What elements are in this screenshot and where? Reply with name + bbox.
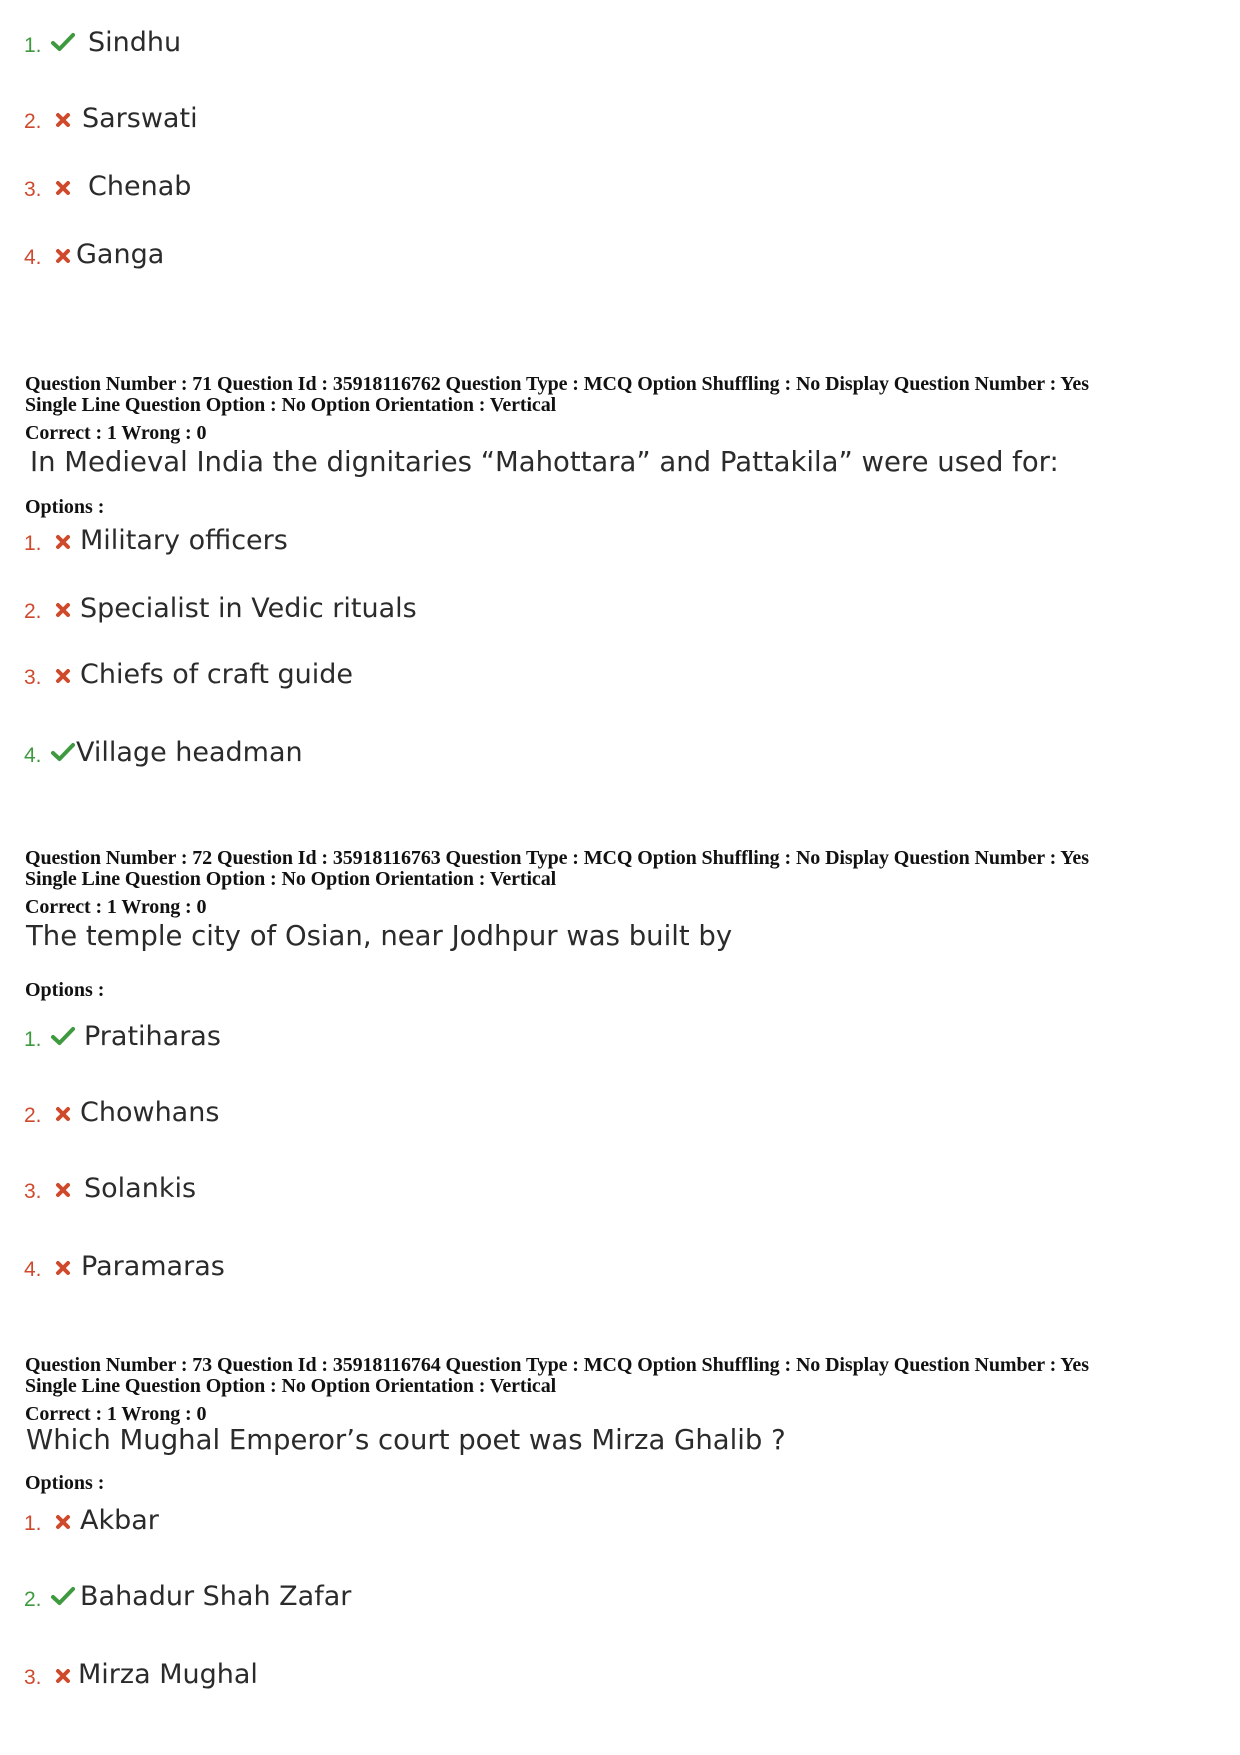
question-meta-line1: Question Number : 71 Question Id : 35918116762 Question Type : MCQ Option Shuffling : No Display Question Number : Yes — [25, 373, 1089, 395]
option-text: Bahadur Shah Zafar — [80, 1580, 352, 1612]
option-number: 2. — [24, 1588, 42, 1611]
question-text: In Medieval India the dignitaries “Mahottara” and Pattakila” were used for: — [30, 446, 1059, 478]
option-text: Sarswati — [82, 102, 198, 134]
question-text: The temple city of Osian, near Jodhpur was built by — [26, 920, 733, 952]
option-number: 2. — [24, 600, 42, 623]
options-label: Options : — [25, 496, 105, 518]
cross-icon — [48, 1260, 78, 1276]
option-row — [24, 580, 417, 624]
option-row — [24, 226, 164, 270]
option-row — [24, 1646, 258, 1690]
option-text: Chiefs of craft guide — [80, 658, 354, 690]
option-text: Chenab — [88, 170, 192, 202]
option-text: Sindhu — [88, 26, 182, 58]
option-number: 4. — [24, 246, 42, 269]
option-text: Ganga — [76, 238, 165, 270]
option-row — [24, 158, 191, 202]
question-meta-line1: Question Number : 72 Question Id : 35918116763 Question Type : MCQ Option Shuffling : No Display Question Number : Yes — [25, 847, 1089, 869]
option-text: Village headman — [76, 736, 303, 768]
option-text: Paramaras — [81, 1250, 225, 1282]
question-marks: Correct : 1 Wrong : 0 — [25, 422, 207, 444]
cross-icon — [48, 112, 78, 128]
option-number: 3. — [24, 1666, 42, 1689]
check-icon — [48, 1586, 78, 1606]
option-text: Akbar — [80, 1504, 159, 1536]
option-number: 1. — [24, 34, 42, 57]
question-marks: Correct : 1 Wrong : 0 — [25, 1403, 207, 1425]
check-icon — [48, 1026, 78, 1046]
option-text: Pratiharas — [84, 1020, 221, 1052]
cross-icon — [48, 534, 78, 550]
option-row — [24, 1238, 225, 1282]
question-meta-line1: Question Number : 73 Question Id : 35918116764 Question Type : MCQ Option Shuffling : No Display Question Number : Yes — [25, 1354, 1089, 1376]
option-number: 4. — [24, 744, 42, 767]
option-number: 2. — [24, 110, 42, 133]
option-row — [24, 14, 181, 58]
option-row — [24, 90, 198, 134]
option-text: Specialist in Vedic rituals — [80, 592, 417, 624]
option-number: 2. — [24, 1104, 42, 1127]
option-row — [24, 1160, 196, 1204]
options-label: Options : — [25, 979, 105, 1001]
option-number: 1. — [24, 1512, 42, 1535]
option-number: 4. — [24, 1258, 42, 1281]
option-row — [24, 1084, 219, 1128]
question-meta-line2: Single Line Question Option : No Option Orientation : Vertical — [25, 1375, 557, 1397]
option-row — [24, 1568, 351, 1612]
cross-icon — [48, 1514, 78, 1530]
option-text: Chowhans — [80, 1096, 220, 1128]
option-number: 1. — [24, 532, 42, 555]
option-row — [24, 1492, 159, 1536]
option-text: Solankis — [84, 1172, 197, 1204]
cross-icon — [48, 1106, 78, 1122]
cross-icon — [48, 248, 78, 264]
cross-icon — [48, 668, 78, 684]
option-number: 1. — [24, 1028, 42, 1051]
option-row — [24, 724, 303, 768]
option-text: Military officers — [80, 524, 288, 556]
option-row — [24, 646, 353, 690]
cross-icon — [48, 602, 78, 618]
option-number: 3. — [24, 666, 42, 689]
option-number: 3. — [24, 1180, 42, 1203]
cross-icon — [48, 180, 78, 196]
check-icon — [48, 32, 78, 52]
question-text: Which Mughal Emperor’s court poet was Mirza Ghalib ? — [26, 1424, 786, 1456]
cross-icon — [48, 1182, 78, 1198]
option-text: Mirza Mughal — [78, 1658, 258, 1690]
option-row — [24, 512, 288, 556]
option-number: 3. — [24, 178, 42, 201]
check-icon — [48, 742, 78, 762]
cross-icon — [48, 1668, 78, 1684]
question-meta-line2: Single Line Question Option : No Option Orientation : Vertical — [25, 868, 557, 890]
question-marks: Correct : 1 Wrong : 0 — [25, 896, 207, 918]
question-meta-line2: Single Line Question Option : No Option Orientation : Vertical — [25, 394, 557, 416]
option-row — [24, 1008, 221, 1052]
options-label: Options : — [25, 1472, 105, 1494]
